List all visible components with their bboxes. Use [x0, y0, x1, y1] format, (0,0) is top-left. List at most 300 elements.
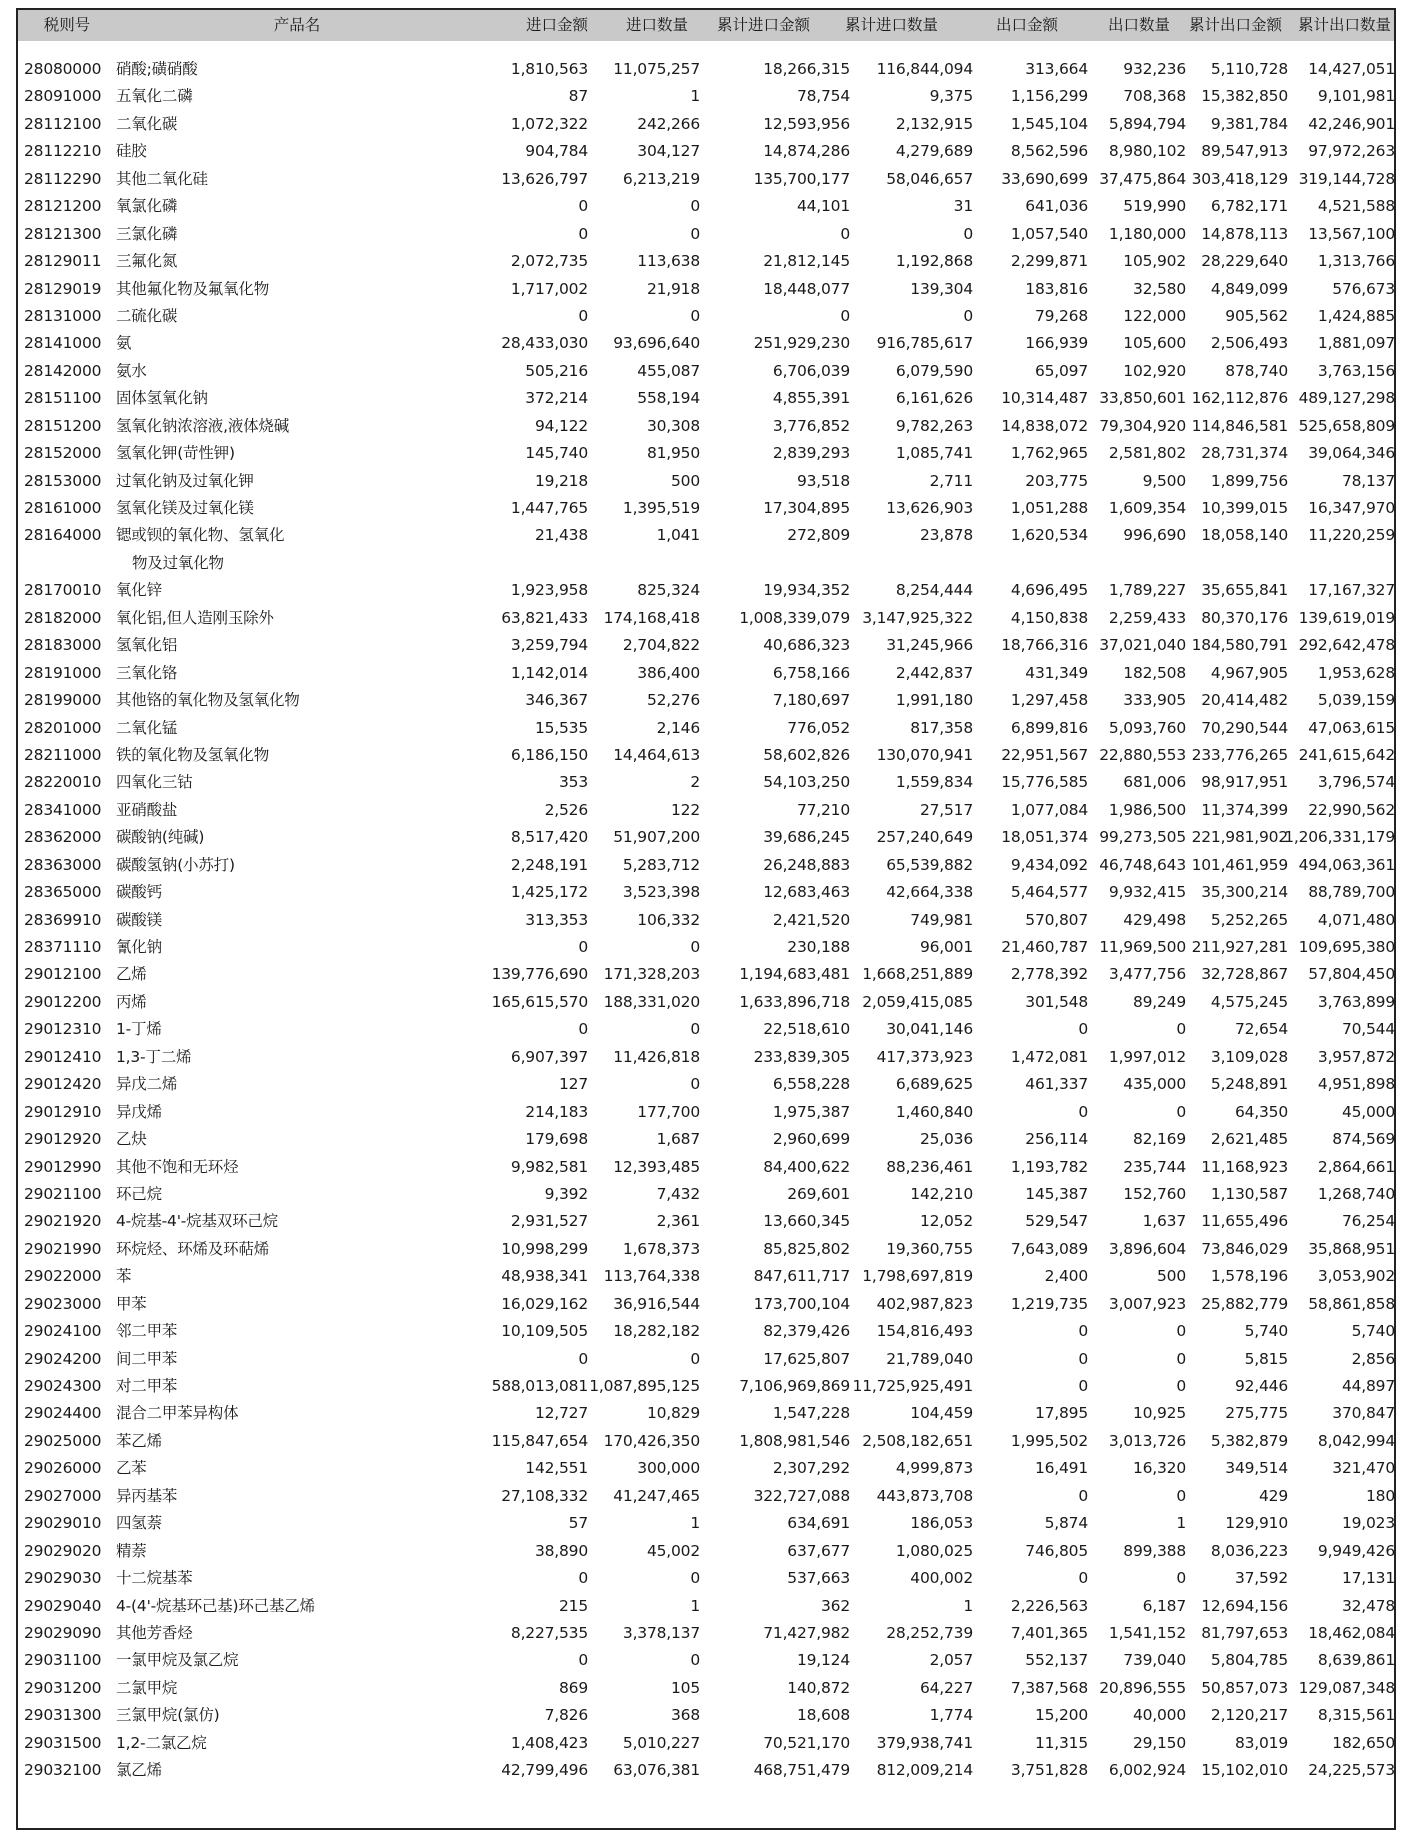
cell-tariff-code: 28161000: [24, 499, 102, 517]
cell-product-name: 乙苯: [116, 1459, 147, 1478]
cell-tariff-code: 29032100: [24, 1761, 102, 1780]
cell-cumulative-import-value: 22,518,610: [763, 1020, 850, 1039]
cell-cumulative-export-quantity: 4,951,898: [1317, 1075, 1395, 1094]
cell-cumulative-import-quantity: 31,245,966: [886, 636, 973, 655]
cell-cumulative-import-value: 17,625,807: [763, 1349, 850, 1368]
cell-product-name: 氧氯化磷: [116, 197, 178, 216]
cell-import-quantity: 14,464,613: [613, 745, 700, 764]
cell-export-value: 6,899,816: [1010, 718, 1088, 737]
cell-export-value: 9,434,092: [1010, 855, 1088, 874]
cell-cumulative-import-quantity: 13,626,903: [886, 499, 973, 517]
cell-cumulative-export-value: 5,804,785: [1210, 1651, 1288, 1670]
cell-tariff-code: 29029090: [24, 1623, 102, 1642]
cell-export-quantity: 1,637: [1142, 1212, 1186, 1231]
cell-export-value: 7,643,089: [1010, 1239, 1088, 1258]
cell-cumulative-export-value: 184,580,791: [1191, 636, 1288, 655]
cell-product-name: 氢氧化钠浓溶液,液体烧碱: [116, 416, 290, 435]
cell-cumulative-export-quantity: 4,521,588: [1317, 197, 1395, 216]
cell-import-value: 0: [578, 306, 588, 325]
cell-import-value: 0: [578, 1569, 588, 1588]
cell-cumulative-export-quantity: 292,642,478: [1298, 636, 1395, 655]
cell-import-quantity: 52,276: [646, 691, 700, 710]
cell-import-quantity: 122: [671, 800, 700, 819]
table-row: [18, 1620, 1394, 1647]
cell-export-quantity: 11,969,500: [1099, 938, 1186, 957]
cell-cumulative-export-value: 1,899,756: [1210, 471, 1288, 490]
cell-import-value: 1,425,172: [510, 883, 588, 902]
cell-cumulative-export-value: 15,382,850: [1201, 87, 1288, 106]
cell-cumulative-export-value: 81,797,653: [1201, 1623, 1288, 1642]
cell-product-name: 一氯甲烷及氯乙烷: [116, 1651, 239, 1670]
table-header: [18, 10, 1394, 41]
cell-export-value: 2,226,563: [1010, 1596, 1088, 1615]
cell-cumulative-import-value: 6,758,166: [772, 663, 850, 682]
cell-cumulative-export-value: 5,740: [1244, 1322, 1288, 1341]
table-row: [18, 468, 1394, 495]
cell-cumulative-export-quantity: 1,268,740: [1317, 1184, 1395, 1203]
cell-product-name: 其他铬的氧化物及氢氧化物: [116, 691, 300, 710]
cell-cumulative-export-quantity: 13,567,100: [1308, 224, 1395, 243]
cell-cumulative-import-value: 19,934,352: [763, 581, 850, 600]
cell-cumulative-import-value: 1,547,228: [772, 1404, 850, 1423]
cell-cumulative-import-value: 634,691: [787, 1514, 850, 1533]
cell-cumulative-export-value: 50,857,073: [1201, 1678, 1288, 1697]
table-row: [18, 1291, 1394, 1318]
cell-import-value: 8,517,420: [510, 828, 588, 847]
cell-cumulative-export-value: 72,654: [1234, 1020, 1288, 1039]
cell-cumulative-import-quantity: 1,192,868: [895, 252, 973, 271]
cell-cumulative-export-value: 14,878,113: [1201, 224, 1288, 243]
cell-tariff-code: 28080000: [24, 60, 102, 78]
cell-cumulative-import-quantity: 116,844,094: [876, 60, 973, 78]
cell-import-value: 3,259,794: [510, 636, 588, 655]
cell-cumulative-import-value: 6,558,228: [772, 1075, 850, 1094]
table-row: [18, 934, 1394, 961]
cell-cumulative-import-value: 58,602,826: [763, 745, 850, 764]
cell-cumulative-export-quantity: 8,639,861: [1317, 1651, 1395, 1670]
cell-import-quantity: 171,328,203: [603, 965, 700, 984]
cell-tariff-code: 28362000: [24, 828, 102, 847]
cell-cumulative-export-value: 162,112,876: [1191, 389, 1288, 408]
cell-product-name: 1,3-丁二烯: [116, 1047, 192, 1066]
table-row: [18, 413, 1394, 440]
cell-export-quantity: 333,905: [1123, 691, 1186, 710]
cell-tariff-code: 28183000: [24, 636, 102, 655]
cell-import-quantity: 2,146: [656, 718, 700, 737]
cell-export-quantity: 429,498: [1123, 910, 1186, 929]
cell-export-quantity: 5,894,794: [1108, 114, 1186, 133]
cell-import-value: 165,615,570: [491, 992, 588, 1011]
cell-import-quantity: 0: [690, 1651, 700, 1670]
cell-import-value: 28,433,030: [501, 334, 588, 353]
header-cumulative-export-quantity: 累计出口数量: [1297, 16, 1391, 34]
cell-cumulative-import-quantity: 812,009,214: [876, 1761, 973, 1780]
cell-tariff-code: 29012910: [24, 1102, 102, 1121]
cell-import-value: 0: [578, 938, 588, 957]
table-row: [18, 1044, 1394, 1071]
table-row: [18, 852, 1394, 879]
cell-export-quantity: 82,169: [1132, 1130, 1186, 1149]
cell-cumulative-import-quantity: 916,785,617: [876, 334, 973, 353]
cell-cumulative-export-quantity: 9,101,981: [1317, 87, 1395, 106]
cell-export-value: 203,775: [1025, 471, 1088, 490]
cell-tariff-code: 28142000: [24, 361, 102, 380]
cell-cumulative-import-value: 12,683,463: [763, 883, 850, 902]
cell-tariff-code: 29026000: [24, 1459, 102, 1478]
cell-tariff-code: 29021990: [24, 1239, 102, 1258]
cell-import-value: 38,890: [534, 1541, 588, 1560]
cell-product-name: 三氯甲烷(氯仿): [116, 1706, 220, 1725]
cell-import-value: 12,727: [534, 1404, 588, 1423]
table-row: [18, 1181, 1394, 1208]
cell-cumulative-export-quantity: 9,949,426: [1317, 1541, 1395, 1560]
cell-tariff-code: 29029010: [24, 1514, 102, 1533]
cell-import-quantity: 41,247,465: [613, 1486, 700, 1505]
cell-export-value: 1,057,540: [1010, 224, 1088, 243]
cell-import-quantity: 2,704,822: [622, 636, 700, 655]
cell-product-name: 精萘: [116, 1541, 147, 1560]
cell-import-quantity: 45,002: [646, 1541, 700, 1560]
table-row: [18, 495, 1394, 522]
cell-cumulative-import-value: 251,929,230: [753, 334, 850, 353]
cell-export-value: 1,297,458: [1010, 691, 1088, 710]
cell-import-value: 353: [559, 773, 588, 792]
cell-cumulative-export-quantity: 3,957,872: [1317, 1047, 1395, 1066]
cell-export-quantity: 2,259,433: [1108, 608, 1186, 627]
cell-tariff-code: 28151200: [24, 416, 102, 435]
table-row: [18, 330, 1394, 357]
cell-cumulative-export-value: 37,592: [1234, 1569, 1288, 1588]
cell-cumulative-export-value: 73,846,029: [1201, 1239, 1288, 1258]
cell-cumulative-import-value: 230,188: [787, 938, 850, 957]
cell-tariff-code: 29031200: [24, 1678, 102, 1697]
cell-product-name: 4-(4'-烷基环己基)环己基乙烯: [116, 1596, 315, 1615]
cell-cumulative-export-value: 83,019: [1234, 1733, 1288, 1752]
cell-cumulative-import-quantity: 27,517: [919, 800, 973, 819]
table-row: [18, 1675, 1394, 1702]
cell-export-value: 2,778,392: [1010, 965, 1088, 984]
cell-import-quantity: 1,041: [656, 526, 700, 545]
cell-export-quantity: 22,880,553: [1099, 745, 1186, 764]
cell-cumulative-export-quantity: 78,137: [1341, 471, 1395, 490]
cell-export-quantity: 40,000: [1132, 1706, 1186, 1725]
table-row: [18, 1318, 1394, 1345]
cell-export-quantity: 32,580: [1132, 279, 1186, 298]
cell-export-value: 301,548: [1025, 992, 1088, 1011]
cell-import-quantity: 113,764,338: [603, 1267, 700, 1286]
cell-cumulative-import-value: 44,101: [796, 197, 850, 216]
cell-cumulative-import-quantity: 6,689,625: [895, 1075, 973, 1094]
cell-export-value: 4,150,838: [1010, 608, 1088, 627]
cell-export-value: 431,349: [1025, 663, 1088, 682]
cell-cumulative-export-quantity: 70,544: [1341, 1020, 1395, 1039]
cell-cumulative-export-quantity: 3,763,899: [1317, 992, 1395, 1011]
cell-cumulative-export-quantity: 8,042,994: [1317, 1431, 1395, 1450]
cell-import-value: 1,810,563: [510, 60, 588, 78]
cell-product-name: 四氢萘: [116, 1514, 162, 1533]
cell-cumulative-export-value: 3,109,028: [1210, 1047, 1288, 1066]
cell-cumulative-import-quantity: 0: [963, 224, 973, 243]
cell-cumulative-export-quantity: 57,804,450: [1308, 965, 1395, 984]
table-row: [18, 797, 1394, 824]
cell-tariff-code: 29012990: [24, 1157, 102, 1176]
cell-product-name: 氯乙烯: [116, 1761, 162, 1780]
cell-tariff-code: 29031500: [24, 1733, 102, 1752]
table-row: [18, 221, 1394, 248]
cell-cumulative-import-quantity: 0: [963, 306, 973, 325]
cell-export-value: 18,051,374: [1001, 828, 1088, 847]
cell-tariff-code: 28112100: [24, 114, 102, 133]
cell-cumulative-export-value: 98,917,951: [1201, 773, 1288, 792]
cell-cumulative-import-value: 362: [821, 1596, 850, 1615]
cell-cumulative-import-value: 18,448,077: [763, 279, 850, 298]
cell-import-value: 9,392: [544, 1184, 588, 1203]
cell-export-quantity: 105,902: [1123, 252, 1186, 271]
cell-export-value: 7,387,568: [1010, 1678, 1088, 1697]
cell-export-quantity: 3,896,604: [1108, 1239, 1186, 1258]
cell-export-quantity: 235,744: [1123, 1157, 1186, 1176]
cell-cumulative-export-quantity: 11,220,259: [1308, 526, 1395, 545]
cell-export-quantity: 10,925: [1132, 1404, 1186, 1423]
cell-export-quantity: 739,040: [1123, 1651, 1186, 1670]
cell-import-quantity: 1,395,519: [622, 499, 700, 517]
cell-import-quantity: 188,331,020: [603, 992, 700, 1011]
cell-cumulative-export-quantity: 319,144,728: [1298, 169, 1395, 188]
cell-tariff-code: 29021920: [24, 1212, 102, 1231]
cell-cumulative-import-value: 13,660,345: [763, 1212, 850, 1231]
cell-cumulative-import-value: 1,808,981,546: [739, 1431, 850, 1450]
cell-import-quantity: 30,308: [646, 416, 700, 435]
cell-import-value: 48,938,341: [501, 1267, 588, 1286]
cell-cumulative-export-quantity: 874,569: [1332, 1130, 1395, 1149]
cell-export-quantity: 105,600: [1123, 334, 1186, 353]
table-row: [18, 522, 1394, 577]
cell-product-name: 亚硝酸盐: [116, 800, 178, 819]
cell-cumulative-import-quantity: 1,080,025: [895, 1541, 973, 1560]
cell-import-quantity: 0: [690, 1569, 700, 1588]
cell-import-value: 1,408,423: [510, 1733, 588, 1752]
cell-product-name: 二氯甲烷: [116, 1678, 178, 1697]
table-row: [18, 1346, 1394, 1373]
cell-product-name: 碳酸氢钠(小苏打): [116, 855, 235, 874]
cell-export-quantity: 6,187: [1142, 1596, 1186, 1615]
cell-cumulative-export-value: 303,418,129: [1191, 169, 1288, 188]
cell-export-value: 1,620,534: [1010, 526, 1088, 545]
cell-export-quantity: 996,690: [1123, 526, 1186, 545]
cell-cumulative-import-quantity: 2,711: [929, 471, 973, 490]
cell-export-value: 1,051,288: [1010, 499, 1088, 517]
cell-product-name: 二氧化锰: [116, 718, 178, 737]
cell-cumulative-import-value: 3,776,852: [772, 416, 850, 435]
cell-cumulative-export-value: 18,058,140: [1201, 526, 1288, 545]
cell-export-value: 313,664: [1025, 60, 1088, 78]
cell-product-name: 二氧化碳: [116, 114, 178, 133]
cell-cumulative-export-value: 275,775: [1225, 1404, 1288, 1423]
cell-cumulative-export-quantity: 39,064,346: [1308, 444, 1395, 463]
table-row: [18, 769, 1394, 796]
table-row: [18, 248, 1394, 275]
cell-cumulative-export-value: 129,910: [1225, 1514, 1288, 1533]
cell-export-quantity: 0: [1176, 1020, 1186, 1039]
cell-tariff-code: 29012920: [24, 1130, 102, 1149]
cell-import-quantity: 106,332: [637, 910, 700, 929]
cell-product-name: 硅胶: [116, 142, 147, 161]
customs-table: [16, 8, 1396, 1830]
table-row: [18, 1016, 1394, 1043]
cell-cumulative-import-quantity: 139,304: [910, 279, 973, 298]
cell-import-value: 214,183: [525, 1102, 588, 1121]
table-row: [18, 989, 1394, 1016]
header-export-value: 出口金额: [995, 16, 1058, 34]
cell-export-quantity: 435,000: [1123, 1075, 1186, 1094]
cell-cumulative-import-value: 93,518: [796, 471, 850, 490]
cell-tariff-code: 28112290: [24, 169, 102, 188]
cell-import-value: 19,218: [534, 471, 588, 490]
cell-import-quantity: 113,638: [637, 252, 700, 271]
table-row: [18, 632, 1394, 659]
cell-export-value: 10,314,487: [1001, 389, 1088, 408]
cell-import-quantity: 3,523,398: [622, 883, 700, 902]
table-row: [18, 440, 1394, 467]
cell-import-value: 1,142,014: [510, 663, 588, 682]
cell-product-name: 异戊二烯: [116, 1075, 178, 1094]
cell-import-value: 2,526: [544, 800, 588, 819]
cell-cumulative-import-value: 233,839,305: [753, 1047, 850, 1066]
cell-cumulative-export-quantity: 241,615,642: [1298, 745, 1395, 764]
cell-import-quantity: 1: [690, 87, 700, 106]
cell-cumulative-export-quantity: 76,254: [1341, 1212, 1395, 1231]
cell-import-value: 127: [559, 1075, 588, 1094]
cell-tariff-code: 28211000: [24, 745, 102, 764]
table-row: [18, 276, 1394, 303]
table-row: [18, 1593, 1394, 1620]
cell-export-quantity: 1,180,000: [1108, 224, 1186, 243]
cell-cumulative-export-value: 429: [1259, 1486, 1288, 1505]
cell-cumulative-export-quantity: 88,789,700: [1308, 883, 1395, 902]
cell-cumulative-import-quantity: 64,227: [919, 1678, 973, 1697]
cell-export-quantity: 89,249: [1132, 992, 1186, 1011]
cell-cumulative-export-value: 35,300,214: [1201, 883, 1288, 902]
table-row: [18, 1236, 1394, 1263]
cell-cumulative-export-quantity: 24,225,573: [1308, 1761, 1395, 1780]
cell-export-quantity: 182,508: [1123, 663, 1186, 682]
cell-export-quantity: 37,475,864: [1099, 169, 1186, 188]
cell-import-value: 9,982,581: [510, 1157, 588, 1176]
cell-product-name: 铁的氧化物及氢氧化物: [116, 745, 270, 764]
cell-export-value: 16,491: [1034, 1459, 1088, 1478]
cell-cumulative-import-quantity: 257,240,649: [876, 828, 973, 847]
cell-cumulative-import-value: 776,052: [787, 718, 850, 737]
cell-tariff-code: 28129011: [24, 252, 102, 271]
cell-export-value: 8,562,596: [1010, 142, 1088, 161]
cell-import-quantity: 105: [671, 1678, 700, 1697]
cell-cumulative-export-value: 4,849,099: [1210, 279, 1288, 298]
cell-product-name: 乙炔: [116, 1130, 147, 1149]
cell-product-name: 乙烯: [116, 965, 147, 984]
cell-product-name: 丙烯: [116, 992, 147, 1011]
cell-cumulative-import-quantity: 417,373,923: [876, 1047, 973, 1066]
header-export-quantity: 出口数量: [1107, 16, 1170, 34]
cell-product-name: 甲苯: [116, 1294, 147, 1313]
cell-cumulative-import-value: 82,379,426: [763, 1322, 850, 1341]
cell-cumulative-import-quantity: 104,459: [910, 1404, 973, 1423]
cell-cumulative-export-value: 11,374,399: [1201, 800, 1288, 819]
table-row: [18, 907, 1394, 934]
cell-export-quantity: 0: [1176, 1349, 1186, 1368]
cell-import-quantity: 0: [690, 1075, 700, 1094]
cell-tariff-code: 29012310: [24, 1020, 102, 1039]
cell-import-quantity: 51,907,200: [613, 828, 700, 847]
cell-import-value: 346,367: [525, 691, 588, 710]
cell-import-quantity: 0: [690, 197, 700, 216]
cell-export-quantity: 708,368: [1123, 87, 1186, 106]
cell-cumulative-import-quantity: 1,774: [929, 1706, 973, 1725]
cell-cumulative-export-quantity: 97,972,263: [1308, 142, 1395, 161]
cell-import-value: 27,108,332: [501, 1486, 588, 1505]
cell-import-value: 2,072,735: [510, 252, 588, 271]
cell-import-quantity: 63,076,381: [613, 1761, 700, 1780]
cell-product-name: 其他不饱和无环烃: [116, 1157, 239, 1176]
cell-cumulative-import-value: 2,960,699: [772, 1130, 850, 1149]
cell-cumulative-import-quantity: 379,938,741: [876, 1733, 973, 1752]
cell-import-value: 21,438: [534, 526, 588, 545]
cell-export-quantity: 79,304,920: [1099, 416, 1186, 435]
cell-tariff-code: 29024200: [24, 1349, 102, 1368]
cell-product-name: 四氧化三钴: [116, 773, 193, 792]
cell-cumulative-import-quantity: 9,782,263: [895, 416, 973, 435]
cell-export-value: 0: [1078, 1020, 1088, 1039]
table-row: [18, 742, 1394, 769]
cell-cumulative-export-value: 92,446: [1234, 1377, 1288, 1396]
cell-cumulative-export-value: 2,506,493: [1210, 334, 1288, 353]
cell-cumulative-import-quantity: 30,041,146: [886, 1020, 973, 1039]
cell-import-quantity: 174,168,418: [603, 608, 700, 627]
cell-import-quantity: 0: [690, 1349, 700, 1368]
cell-export-value: 1,995,502: [1010, 1431, 1088, 1450]
cell-import-value: 904,784: [525, 142, 588, 161]
cell-product-name: 环己烷: [116, 1184, 162, 1203]
cell-import-value: 1,923,958: [510, 581, 588, 600]
cell-export-value: 145,387: [1025, 1184, 1088, 1203]
table-row: [18, 1263, 1394, 1290]
cell-export-quantity: 152,760: [1123, 1184, 1186, 1203]
table-row: [18, 358, 1394, 385]
cell-cumulative-export-value: 25,882,779: [1201, 1294, 1288, 1313]
cell-cumulative-export-quantity: 1,953,628: [1317, 663, 1395, 682]
cell-tariff-code: 28199000: [24, 691, 102, 710]
cell-import-quantity: 10,829: [646, 1404, 700, 1423]
cell-cumulative-import-quantity: 28,252,739: [886, 1623, 973, 1642]
cell-product-name: 十二烷基苯: [116, 1569, 193, 1588]
cell-cumulative-import-value: 78,754: [796, 87, 850, 106]
cell-export-quantity: 5,093,760: [1108, 718, 1186, 737]
table-row: [18, 577, 1394, 604]
cell-tariff-code: 29012200: [24, 992, 102, 1011]
cell-cumulative-export-value: 905,562: [1225, 306, 1288, 325]
cell-import-quantity: 11,075,257: [613, 60, 700, 78]
cell-import-quantity: 18,282,182: [613, 1322, 700, 1341]
cell-cumulative-export-value: 28,229,640: [1201, 252, 1288, 271]
cell-tariff-code: 29024100: [24, 1322, 102, 1341]
cell-cumulative-import-value: 54,103,250: [763, 773, 850, 792]
cell-product-name: 氢氧化钾(苛性钾): [116, 444, 235, 463]
table-row: [18, 83, 1394, 110]
cell-cumulative-export-value: 11,655,496: [1201, 1212, 1288, 1231]
cell-cumulative-export-quantity: 525,658,809: [1298, 416, 1395, 435]
cell-export-quantity: 1,997,012: [1108, 1047, 1186, 1066]
table-row: [18, 1757, 1394, 1784]
cell-export-quantity: 9,932,415: [1108, 883, 1186, 902]
